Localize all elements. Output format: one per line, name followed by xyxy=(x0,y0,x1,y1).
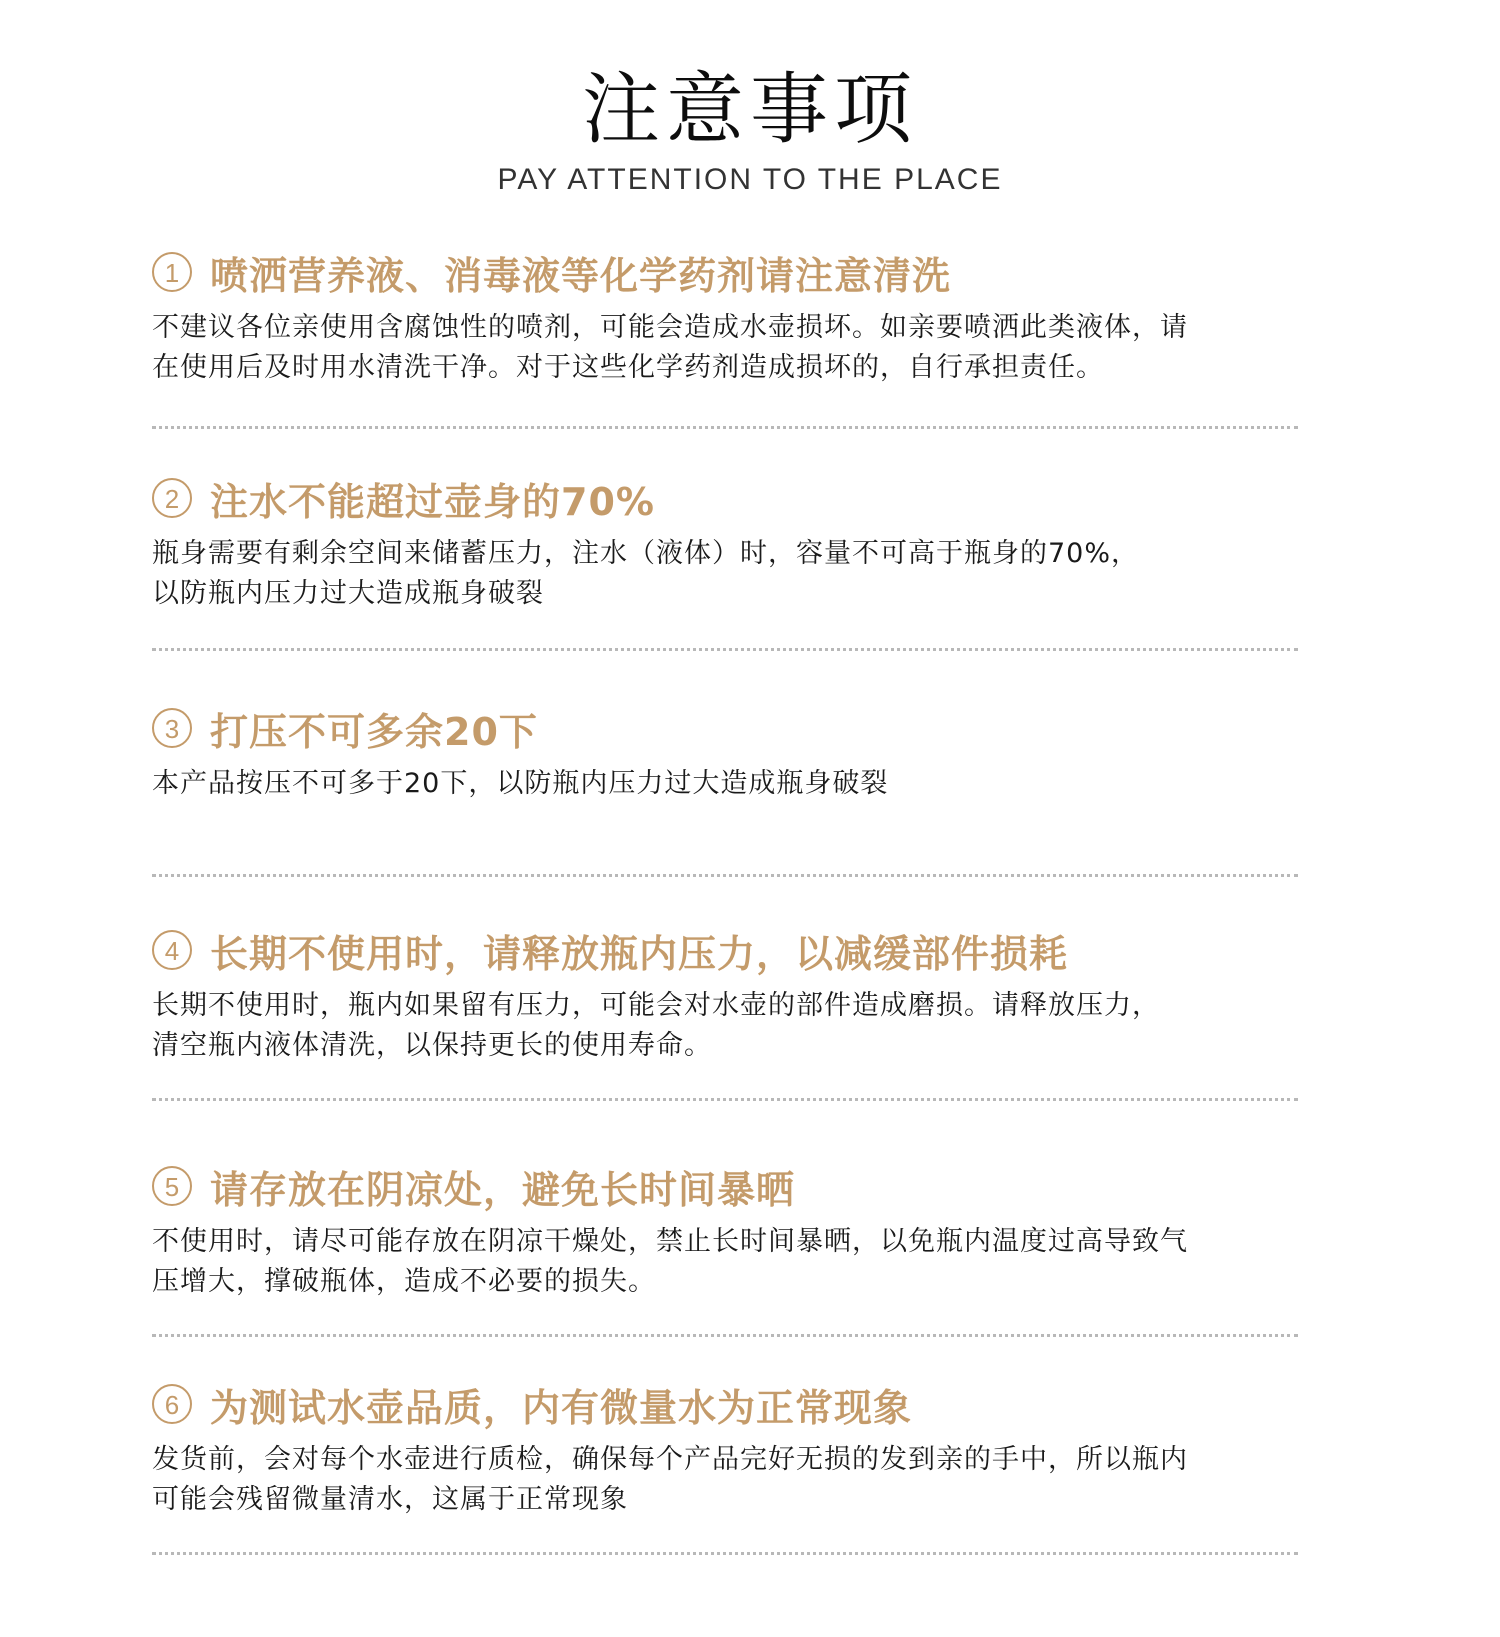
section-body-line: 发货前，会对每个水壶进行质检，确保每个产品完好无损的发到亲的手中，所以瓶内 xyxy=(152,1444,1188,1475)
section-title: 喷洒营养液、消毒液等化学药剂请注意清洗 xyxy=(210,253,952,298)
notice-section-4 xyxy=(152,922,1352,1066)
section-divider xyxy=(152,426,1298,429)
section-body xyxy=(152,1222,1352,1302)
section-number-badge: 1 xyxy=(152,252,192,292)
section-number-badge: 2 xyxy=(152,478,192,518)
section-title: 注水不能超过壶身的70% xyxy=(210,479,655,524)
section-heading xyxy=(152,700,1352,756)
section-body xyxy=(152,308,1352,388)
section-title: 请存放在阴凉处，避免长时间暴晒 xyxy=(210,1167,796,1212)
section-body-line: 不使用时，请尽可能存放在阴凉干燥处，禁止长时间暴晒，以免瓶内温度过高导致气 xyxy=(152,1226,1188,1257)
section-title: 为测试水壶品质，内有微量水为正常现象 xyxy=(210,1385,913,1430)
section-body xyxy=(152,986,1352,1066)
section-body-line: 本产品按压不可多于20下，以防瓶内压力过大造成瓶身破裂 xyxy=(152,768,889,799)
section-body-line: 可能会残留微量清水，这属于正常现象 xyxy=(152,1484,628,1515)
section-number-badge: 6 xyxy=(152,1384,192,1424)
page-title: 注意事项 xyxy=(581,65,918,155)
section-number-badge: 5 xyxy=(152,1166,192,1206)
notice-section-2 xyxy=(152,470,1352,614)
section-body-line: 在使用后及时用水清洗干净。对于这些化学药剂造成损坏的，自行承担责任。 xyxy=(152,352,1104,383)
section-number-badge: 4 xyxy=(152,930,192,970)
section-body xyxy=(152,534,1352,614)
section-body-line: 瓶身需要有剩余空间来储蓄压力，注水（液体）时，容量不可高于瓶身的70%， xyxy=(152,538,1140,569)
section-body-line: 不建议各位亲使用含腐蚀性的喷剂，可能会造成水壶损坏。如亲要喷洒此类液体，请 xyxy=(152,312,1188,343)
section-heading xyxy=(152,922,1352,978)
section-number-badge: 3 xyxy=(152,708,192,748)
notice-section-1 xyxy=(152,244,1352,388)
page-subtitle: PAY ATTENTION TO THE PLACE xyxy=(497,163,1003,196)
notice-section-5 xyxy=(152,1158,1352,1302)
section-body xyxy=(152,764,1352,804)
notice-section-6 xyxy=(152,1376,1352,1520)
section-heading xyxy=(152,1376,1352,1432)
section-body-line: 以防瓶内压力过大造成瓶身破裂 xyxy=(152,578,544,609)
section-body-line: 压增大，撑破瓶体，造成不必要的损失。 xyxy=(152,1266,656,1297)
section-heading xyxy=(152,470,1352,526)
section-body-line: 清空瓶内液体清洗，以保持更长的使用寿命。 xyxy=(152,1030,712,1061)
section-divider xyxy=(152,1098,1298,1101)
section-body xyxy=(152,1440,1352,1520)
section-title: 打压不可多余20下 xyxy=(210,709,538,754)
section-heading xyxy=(152,1158,1352,1214)
section-body-line: 长期不使用时，瓶内如果留有压力，可能会对水壶的部件造成磨损。请释放压力， xyxy=(152,990,1160,1021)
section-divider xyxy=(152,1552,1298,1555)
section-divider xyxy=(152,874,1298,877)
section-divider xyxy=(152,1334,1298,1337)
section-heading xyxy=(152,244,1352,300)
section-title: 长期不使用时，请释放瓶内压力，以减缓部件损耗 xyxy=(210,931,1069,976)
notice-section-3 xyxy=(152,700,1352,804)
section-divider xyxy=(152,648,1298,651)
